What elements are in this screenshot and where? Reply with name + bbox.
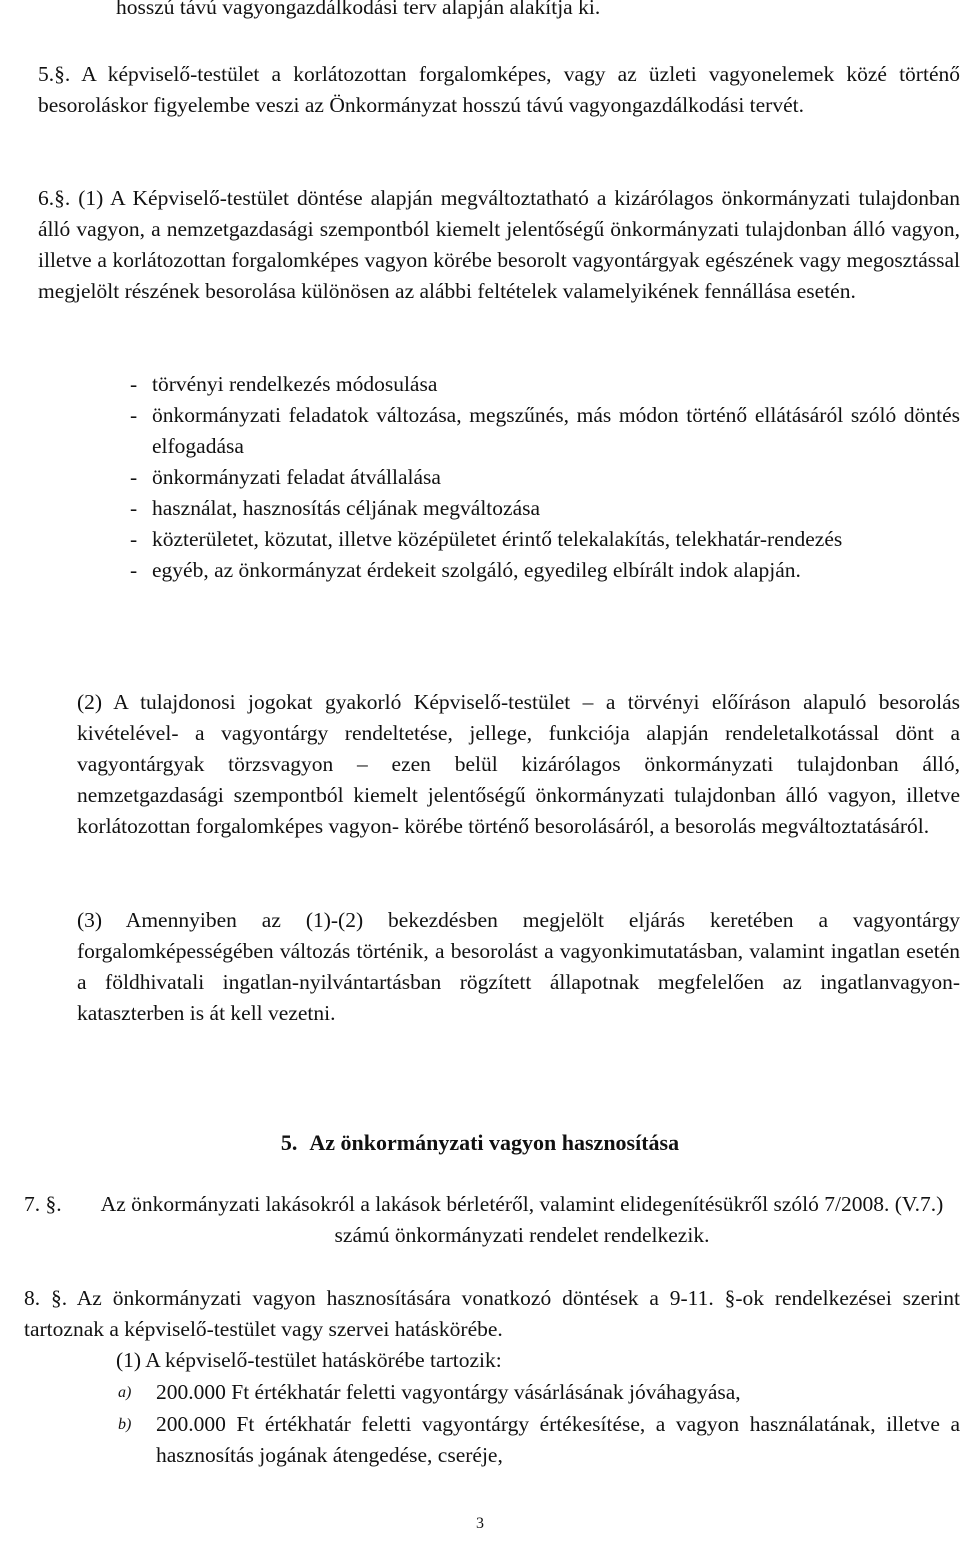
paragraph-5: 5.§. A képviselő-testület a korlátozottan forgalomképes, vagy az üzleti vagyonelemek közé történő besoroláskor figyelembe veszi az Önkormányzat hosszú távú vagyongazdálkodási tervét.: [38, 62, 960, 117]
paragraph-8-1: (1) A képviselő-testület hatáskörébe tartozik:: [116, 1348, 502, 1372]
list-item: - önkormányzati feladat átvállalása: [130, 465, 441, 489]
list-item: - használat, hasznosítás céljának megváltozása: [130, 496, 541, 520]
page-number: 3: [476, 1515, 484, 1532]
paragraph-continuation: hosszú távú vagyongazdálkodási terv alapján alakítja ki.: [116, 0, 601, 19]
list-item: a) 200.000 Ft értékhatár feletti vagyontárgy vásárlásának jóváhagyása,: [118, 1377, 960, 1408]
section-number: 5.: [280, 1130, 298, 1155]
paragraph-6-1: 6.§. (1) A Képviselő-testület döntése alapján megváltoztatható a kizárólagos önkormányzati tulajdonban álló vagyon, a nemzetgazdasági szempontból kiemelt jelentőségű önkormányzati tulajdonban álló vagyon, illetve a korlátozottan forgalomképes vagyon körébe besorolt vagyontárgyak egészének vagy megosztással megjelölt részének besorolása különösen az alábbi feltételek valamelyikének fennállása esetén.: [38, 186, 960, 303]
paragraph-6-2: (2) A tulajdonosi jogokat gyakorló Képviselő-testület – a törvényi előíráson alapuló besorolás kivételével- a vagyontárgy rendeltetése, jellege, funkciója alapján rendeletalkotással dönt a vagyontárgyak törzsvagyon – ezen belül kizárólagos önkormányzati tulajdonban álló, nemzetgazdasági szempontból kiemelt jelentőségű önkormányzati tulajdonban álló vagyon, illetve korlátozottan forgalomképes vagyon- körébe történő besorolásáról, a besorolás megváltoztatásáról.: [77, 690, 960, 838]
paragraph-6-3: (3) Amennyiben az (1)-(2) bekezdésben megjelölt eljárás keretében a vagyontárgy forgalomképességében változás történik, a besorolást a vagyonkimutatásban, valamint ingatlan esetén a földhivatali ingatlan-nyilvántartásban rögzített állapotnak megfelelően az ingatlanvagyon-kataszterben is át kell vezetni.: [77, 908, 960, 1025]
section-title: Az önkormányzati vagyon hasznosítása: [309, 1130, 680, 1155]
section-heading: [0, 1127, 960, 1158]
condition-list: [130, 369, 960, 586]
paragraph-8: 8. §. Az önkormányzati vagyon hasznosítására vonatkozó döntések a 9-11. §-ok rendelkezései szerint tartoznak a képviselő-testület vagy szervei hatáskörébe.: [24, 1286, 960, 1341]
list-marker: a): [118, 1384, 132, 1401]
list-item: - önkormányzati feladatok változása, megszűnés, más módon történő ellátásáról szóló döntés elfogadása: [130, 403, 960, 458]
paragraph-7-label: 7. §.: [24, 1192, 62, 1216]
list-item: - közterületet, közutat, illetve középületet érintő telekalakítás, telekhatár-rendezés: [130, 527, 843, 551]
list-item: - törvényi rendelkezés módosulása: [130, 372, 438, 396]
list-marker: b): [118, 1416, 132, 1433]
list-item: b) 200.000 Ft értékhatár feletti vagyontárgy értékesítése, a vagyon használatának, illetve a hasznosítás jogának átengedése, cseréje,: [118, 1409, 960, 1471]
paragraph-7: Az önkormányzati lakásokról a lakások bérletéről, valamint elidegenítésükről szóló 7/2008. (V.7.) számú önkormányzati rendelet rendelkezik.: [100, 1192, 944, 1247]
list-item: - egyéb, az önkormányzat érdekeit szolgáló, egyedileg elbírált indok alapján.: [130, 558, 801, 582]
